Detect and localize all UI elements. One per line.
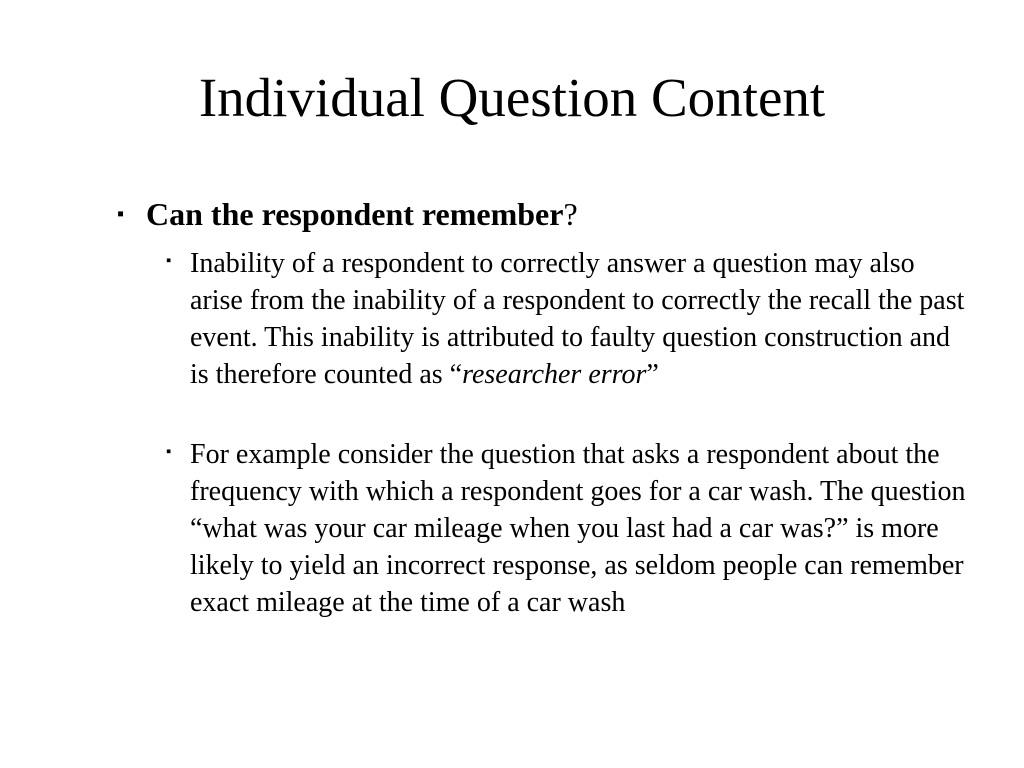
sub-bullet-item — [166, 436, 966, 621]
bullet-heading-bold: Can the respondent remember — [146, 196, 564, 232]
sub-bullet-text-italic: researcher error — [462, 359, 647, 390]
slide-title: Individual Question Content — [198, 67, 826, 128]
sub-bullet-text — [190, 245, 966, 393]
sub-bullet-item — [166, 245, 966, 393]
square-bullet-icon: ▪ — [117, 203, 125, 225]
sub-bullet-text-main: Inability of a respondent to correctly answer a question may also arise from the inability of a respondent to correctly the recall the past event. This inability is attributed to faulty question construction and is therefore counted as “ — [190, 248, 965, 390]
bullet-item — [117, 194, 977, 234]
square-bullet-icon: ▪ — [166, 444, 172, 460]
sub-bullet-text-after: ” — [646, 359, 659, 390]
square-bullet-icon: ▪ — [166, 253, 172, 269]
bullet-heading — [146, 194, 977, 234]
sub-bullet-text: For example consider the question that asks a respondent about the frequency with which a respondent goes for a car wash. The question “what was your car mileage when you last had a car was?” is more likely to yield an incorrect response, as seldom people can remember exact mileage at the time of a car wash — [190, 439, 966, 618]
bullet-heading-rest: ? — [563, 196, 578, 232]
